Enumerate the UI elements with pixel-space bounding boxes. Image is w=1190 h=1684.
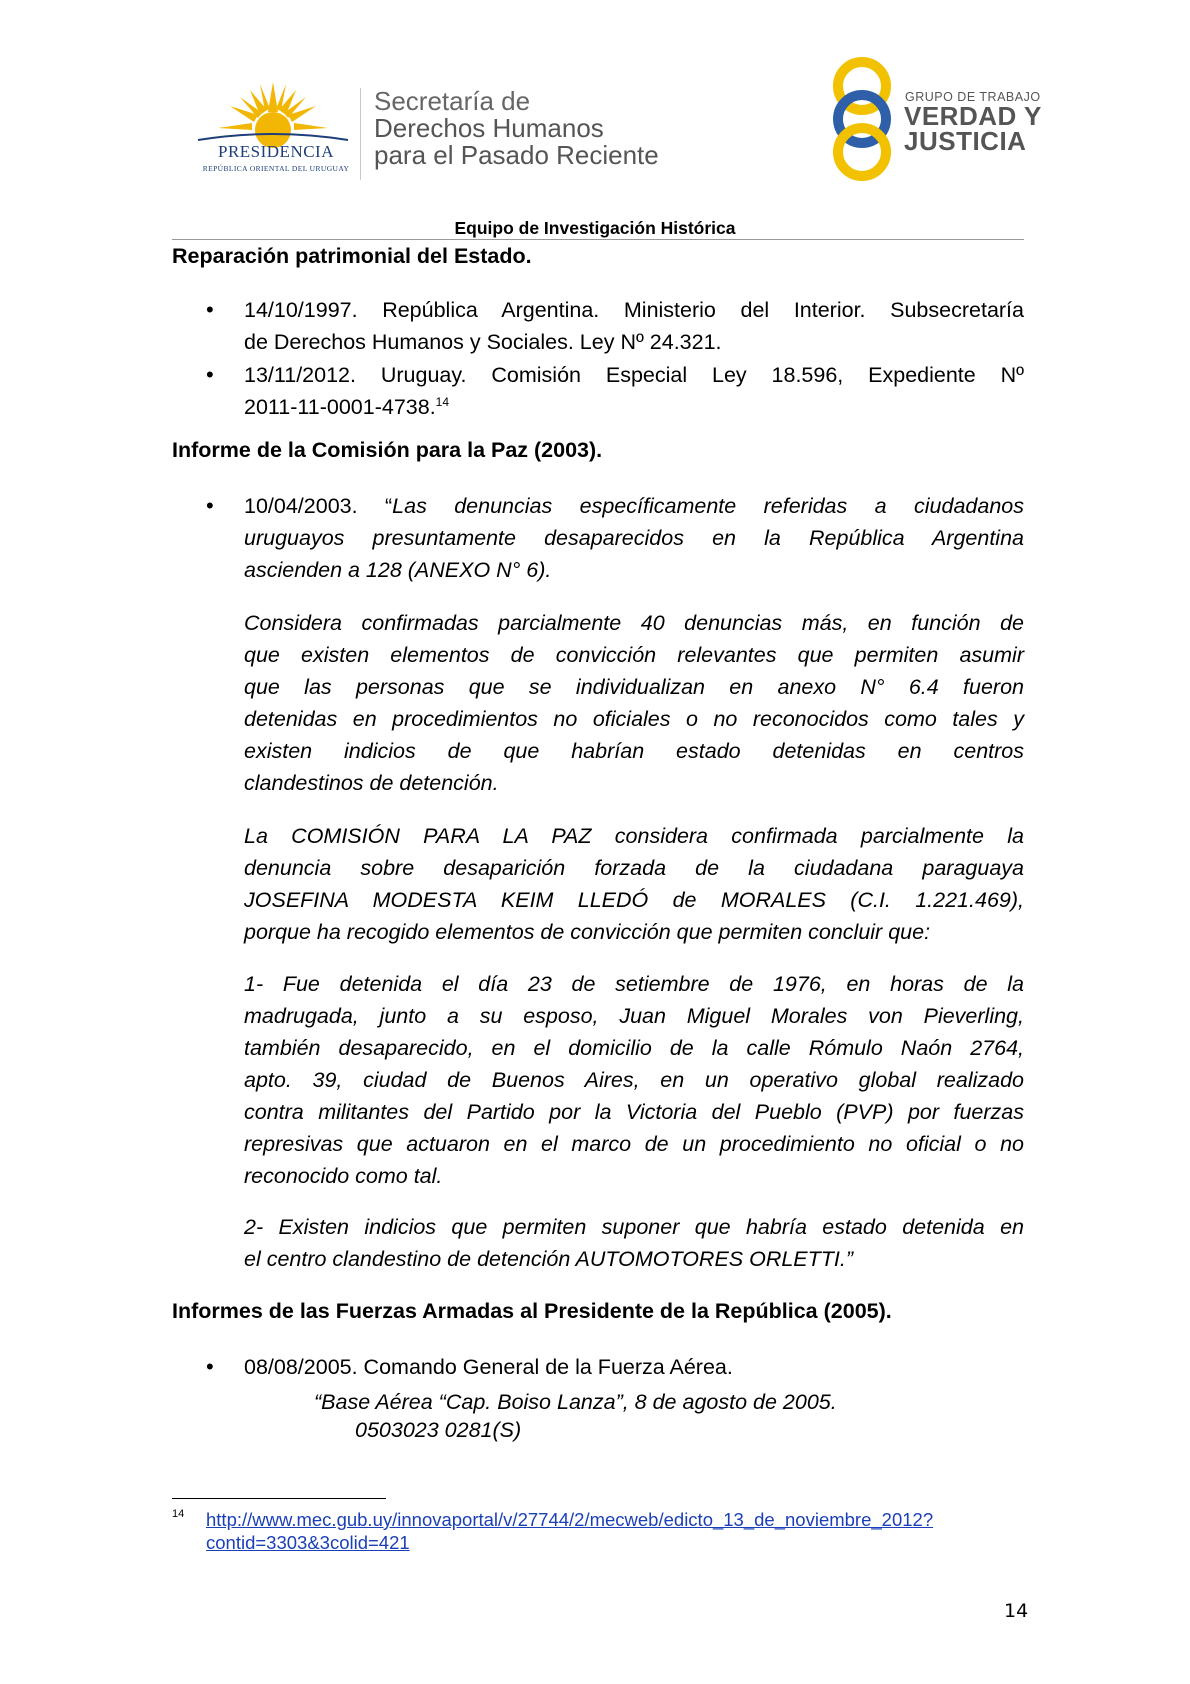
presidencia-logo-name: PRESIDENCIA [217,142,334,161]
text-line: represivas que actuaron en el marco de un procedimiento no oficial o no [244,1132,1024,1156]
secretaria-line-1: Secretaría de [374,86,531,116]
text-line: de Derechos Humanos y Sociales. Ley Nº 24.321. [244,330,722,354]
quote-paragraph-4 [244,968,1024,1192]
text-line: madrugada, junto a su esposo, Juan Miguel Morales von Pieverling, [244,1004,1024,1028]
footnote-link[interactable] [206,1508,1006,1554]
bullet-icon: • [206,297,214,322]
verdad-line: VERDAD Y [904,101,1042,131]
text-line: JOSEFINA MODESTA KEIM LLEDÓ de MORALES (C.I. 1.221.469), [244,888,1024,912]
presidencia-sun-logo [188,78,358,178]
text-line: apto. 39, ciudad de Buenos Aires, en un operativo global realizado [244,1068,1024,1092]
item-date: 10/04/2003. “ [244,494,393,518]
list-item [244,359,1024,423]
text-line: denuncia sobre desaparición forzada de la ciudadana paraguaya [244,856,1024,880]
text-line: 1- Fue detenida el día 23 de setiembre de 1976, en horas de la [244,972,1024,996]
section-heading-reparacion: Reparación patrimonial del Estado. [172,244,532,268]
text-line: 14/10/1997. República Argentina. Ministerio del Interior. Subsecretaría [244,298,1024,322]
text-line: reconocido como tal. [244,1164,443,1188]
section-heading-comision-paz: Informe de la Comisión para la Paz (2003). [172,438,603,462]
footnote-rule [172,1498,386,1499]
text-line: Considera confirmadas parcialmente 40 denuncias más, en función de [244,611,1024,635]
text-fragment: Las denuncias específicamente referidas a ciudadanos [392,494,1024,518]
section-heading-fuerzas-armadas: Informes de las Fuerzas Armadas al Presidente de la República (2005). [172,1299,892,1323]
text-line: 13/11/2012. Uruguay. Comisión Especial Ley 18.596, Expediente Nº [244,363,1024,387]
list-item [244,1351,1024,1383]
text-line: también desaparecido, en el domicilio de la calle Rómulo Naón 2764, [244,1036,1024,1060]
text-line: porque ha recogido elementos de convicción que permiten concluir que: [244,920,931,944]
text-line: clandestinos de detención. [244,771,499,795]
header-rule [172,239,1024,240]
page-number: 14 [1004,1600,1029,1622]
text-line: que las personas que se individualizan en anexo N° 6.4 fueron [244,675,1024,699]
text-line: detenidas en procedimientos no oficiales o no reconocidos como tales y [244,707,1024,731]
list-item [244,294,1024,358]
footnote-link-line[interactable]: contid=3303&3colid=421 [206,1532,410,1553]
bullet-icon: • [206,362,214,387]
verdad-justicia-title [904,101,1042,156]
secretaria-title [374,88,659,169]
text-line: el centro clandestino de detención AUTOMOTORES ORLETTI.” [244,1247,854,1271]
bullet-icon: • [206,1354,214,1379]
footnote-ref[interactable]: 14 [435,394,450,409]
quote-paragraph-3 [244,820,1024,948]
text-line: 08/08/2005. Comando General de la Fuerza Aérea. [244,1355,733,1379]
text-line: contra militantes del Partido por la Victoria del Pueblo (PVP) por fuerzas [244,1100,1024,1124]
text-fragment: 2011-11-0001-4738. [244,395,436,419]
footnote-number: 14 [172,1508,185,1520]
quote-paragraph-1 [244,490,1024,586]
quote-line: “Base Aérea “Cap. Boiso Lanza”, 8 de agosto de 2005. [314,1390,837,1414]
quote-paragraph-2 [244,607,1024,799]
text-line: que existen elementos de convicción relevantes que permiten asumir [244,643,1024,667]
text-line: ascienden a 128 (ANEXO N° 6). [244,558,552,582]
footnote-link-line[interactable]: http://www.mec.gub.uy/innovaportal/v/27744/2/mecweb/edicto_13_de_noviembre_2012? [206,1509,934,1530]
grupo-trabajo-label: GRUPO DE TRABAJO [905,90,1041,104]
text-line: 2- Existen indicios que permiten suponer que habría estado detenida en [244,1215,1024,1239]
secretaria-line-2: Derechos Humanos [374,113,604,143]
text-line [244,391,1024,423]
secretaria-line-3: para el Pasado Reciente [374,140,659,170]
verdad-justicia-rings-logo [822,56,902,182]
justicia-line: JUSTICIA [904,126,1027,156]
text-line: La COMISIÓN PARA LA PAZ considera confirmada parcialmente la [244,824,1024,848]
quote-paragraph-5 [244,1211,1024,1275]
presidencia-logo-subtitle: REPÚBLICA ORIENTAL DEL URUGUAY [202,164,350,173]
text-line: existen indicios de que habrían estado detenidas en centros [244,739,1024,763]
bullet-icon: • [206,493,214,518]
header-divider [360,88,361,180]
quote-line: 0503023 0281(S) [355,1418,522,1442]
team-title: Equipo de Investigación Histórica [454,218,736,238]
text-line: uruguayos presuntamente desaparecidos en la República Argentina [244,526,1024,550]
